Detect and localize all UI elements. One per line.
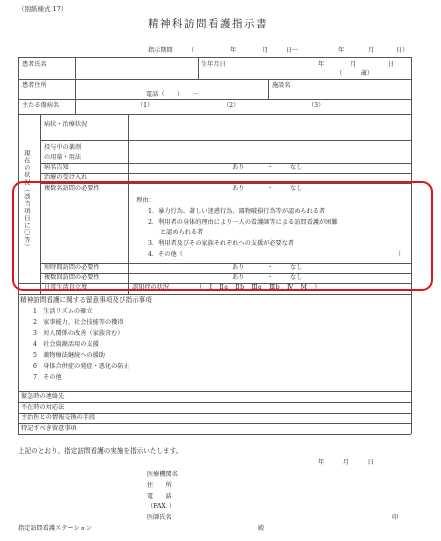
institution-label: 医療機関名 [147,471,178,478]
contact-notes: 特記すべき留意事項 [21,425,77,432]
instructions-heading: 精神訪問看護に関する留意事項及び指示事項 [20,296,152,304]
diagnosis-3: （3） [308,102,325,109]
footer-date: 年 月 日 [318,459,374,466]
birth-day: 日 [388,61,395,68]
multi-visit-ari: あり [232,185,245,192]
diagnosis-1: （1） [137,102,154,109]
form-title: 精神科訪問看護指示書 [148,18,268,30]
reason-1: 1．暴力行為、著しい迷惑行為、器物破損行為等が認められる者 [148,208,326,215]
patient-age: （ 歳） [336,70,374,77]
contact-emergency: 緊急時の連絡先 [21,393,65,400]
doctor-name-label: 医師氏名 [147,514,172,521]
multi-visit-nashi: なし [290,185,303,192]
form-number: （別紙様式 17） [18,5,68,13]
reason-4-close: ） [398,251,405,258]
period-day-from: 日～ [286,47,299,54]
reason-label: 理由： [136,197,155,204]
facility-name-label: 施設名 [272,82,291,89]
instruction-item-3: 3 対人関係の改善（家族含む） [33,330,124,337]
period-open: （ [188,47,195,54]
instruction-item-7: 7 その他 [33,374,62,381]
row-meds-1: 投与中の薬剤 [44,144,82,151]
short-visit-ari: あり [232,264,245,271]
row-daily-life: 日常生活自立度 [44,284,88,291]
short-visit-dash: ・ [267,264,274,271]
row-short-visit: 短時間訪問の必要性 [44,264,100,271]
instruction-item-5: 5 薬物療法継続への援助 [33,352,105,359]
period-year2: 年 [338,47,345,54]
dementia-scale: （ Ⅰ Ⅱa Ⅱb Ⅲa Ⅲb Ⅳ M ） [196,284,322,291]
birth-year: 年 [318,61,325,68]
patient-phone: 電話（ ） － [146,91,199,98]
seal-mark: 印 [392,514,399,521]
multi-visit-dash: ・ [267,185,274,192]
period-month: 月 [262,47,269,54]
patient-address-label: 患者住所 [22,82,47,89]
instruction-item-6: 6 身体合併症の発症・悪化の防止 [33,363,130,370]
reason-4: 4．その他（ [148,251,183,258]
row-meds-2: の用量・用法 [44,154,82,161]
patient-name-label: 患者氏名 [22,61,47,68]
institution-phone-label: 電 話 [147,493,172,500]
row-condition: 病状・治療状況 [44,121,88,128]
reason-2: 2．利用者の身体的理由により一人の看護師等による訪問看護が困難 [148,219,338,226]
repeat-visit-dash: ・ [267,274,274,281]
disclosure-nashi: なし [290,164,303,171]
disclosure-dash: ・ [267,164,274,171]
station-dono: 殿 [258,525,265,532]
instruction-item-4: 4 社会資源活用の支援 [33,341,99,348]
reason-3: 3．利用者及びその家族それぞれへの支援が必要な者 [148,240,295,247]
repeat-visit-nashi: なし [290,274,303,281]
dementia-label: 認知症の状況 [132,284,170,291]
short-visit-nashi: なし [290,264,303,271]
contact-absence: 不在時の対応法 [21,404,65,411]
instruction-item-2: 2 家事能力、社会技能等の獲得 [33,319,124,326]
instruction-item-1: 1 生活リズムの確立 [33,308,93,315]
row-disclosure: 病名告知 [44,164,69,171]
birth-date-label: 生年月日 [201,61,226,68]
row-multi-visit: 複数名訪問の必要性 [44,185,100,192]
repeat-visit-ari: あり [232,274,245,281]
period-month2: 月 [368,47,375,54]
highlight-box [12,181,433,291]
institution-fax-label: （FAX．） [147,503,176,510]
row-treatment: 治療の受け入れ [44,174,88,181]
diagnosis-label: 主たる傷病名 [22,102,60,109]
period-year: 年 [230,47,237,54]
period-label: 指示期間 [148,47,173,54]
status-side-label: 現在の状況（該当項目に〇等） [22,150,30,251]
station-label: 指定訪問看護ステーション [18,525,92,532]
period-close: 日） [396,47,409,54]
footer-statement: 上記のとおり、指定訪問看護の実施を指示いたします。 [18,447,183,455]
institution-address-label: 住 所 [147,482,172,489]
disclosure-ari: あり [232,164,245,171]
reason-2-cont: と認められる者 [160,229,204,236]
contact-info-exchange: 主治医との情報交換の手段 [21,414,96,421]
birth-month: 月 [350,61,357,68]
diagnosis-2: （2） [223,102,240,109]
row-repeat-visit: 複数回訪問の必要性 [44,274,100,281]
